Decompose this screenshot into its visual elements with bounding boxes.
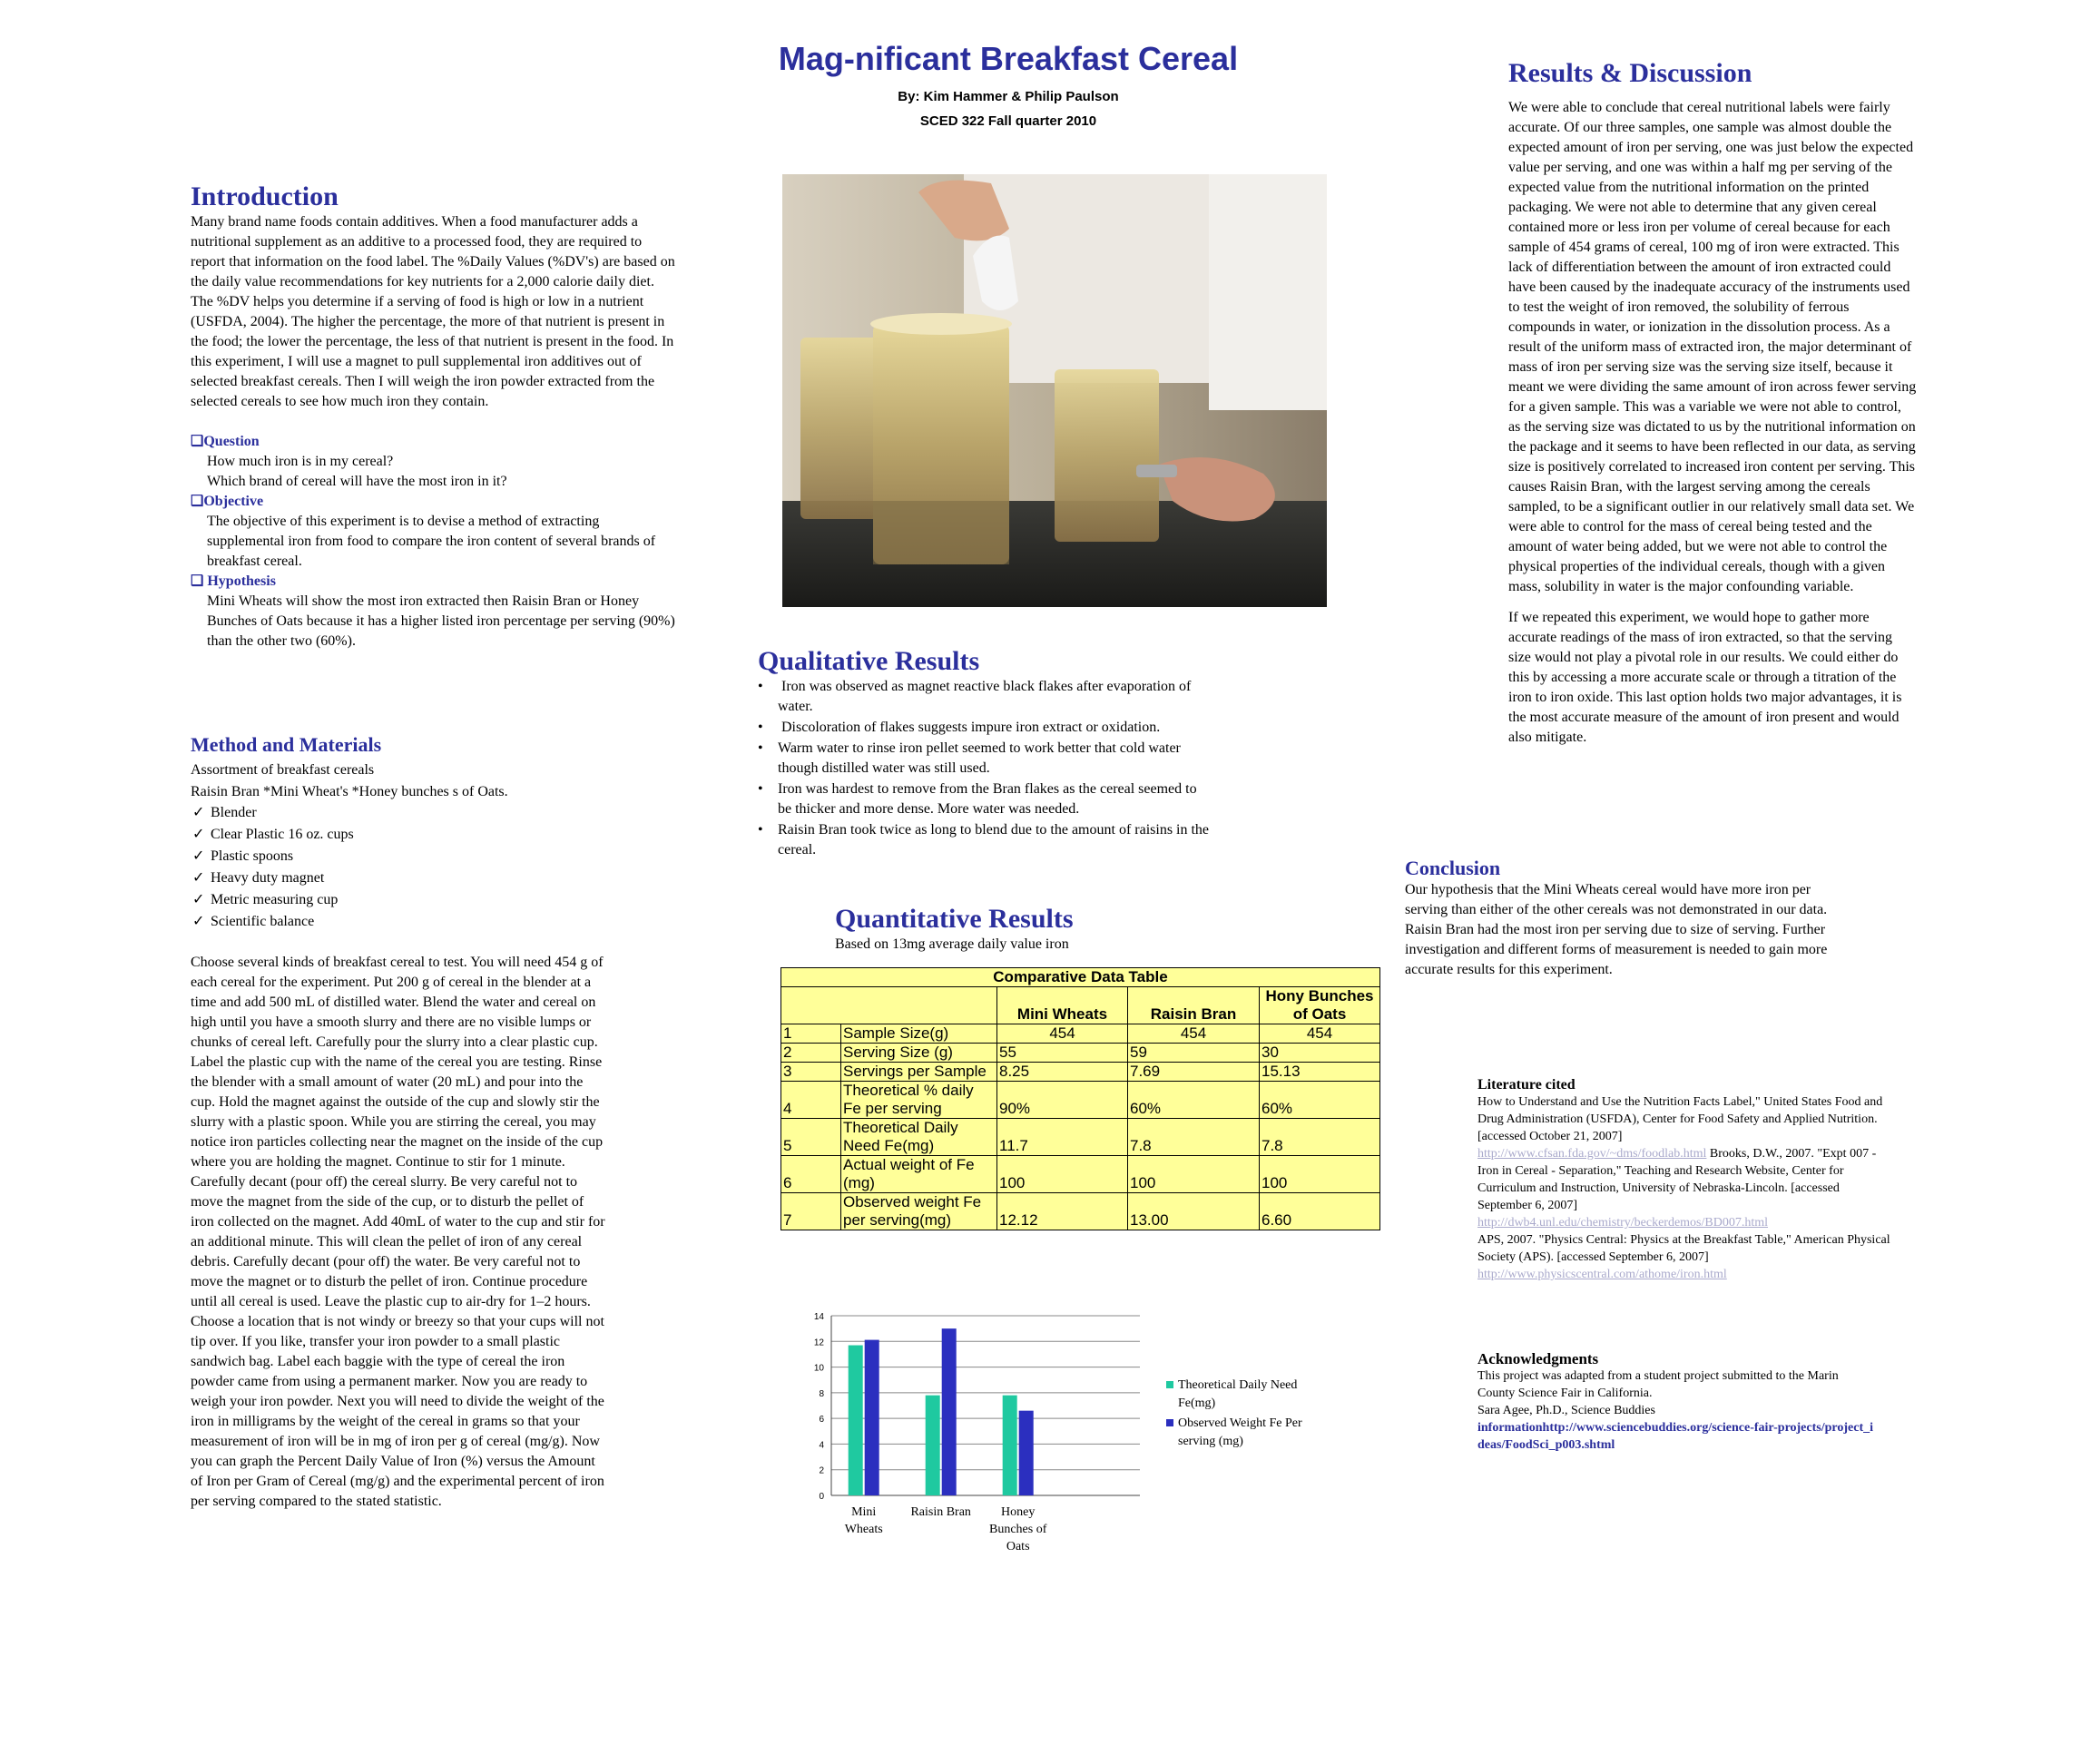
hypothesis-text: Mini Wheats will show the most iron extracted then Raisin Bran or Honey Bunches of Oats because it has a higher listed iron percentage per serving (90%) than the other two (60%). bbox=[207, 593, 675, 649]
table-cell: 59 bbox=[1128, 1044, 1260, 1063]
methods-heading: Method and Materials bbox=[191, 733, 382, 756]
bullet-icon: • bbox=[758, 740, 763, 756]
experiment-photo bbox=[782, 174, 1327, 607]
table-row-label: Observed weight Fe per serving(mg) bbox=[841, 1193, 997, 1230]
table-row-number: 3 bbox=[781, 1063, 841, 1082]
qualitative-section bbox=[758, 646, 1212, 861]
y-tick-label: 6 bbox=[819, 1415, 824, 1426]
table-row-number: 5 bbox=[781, 1119, 841, 1156]
table-cell: 100 bbox=[997, 1156, 1128, 1193]
qualitative-item: • Iron was hardest to remove from the Bran flakes as the cereal seemed to be thicker and more dense. More water was needed. bbox=[758, 781, 1197, 817]
conclusion-body: Our hypothesis that the Mini Wheats cereal would have more iron per serving than either of the other cereals was not demonstrated in our data. Raisin Bran had the most iron per serving due to size of serving. Further investigation and different forms of measurement is needed to gain more accurate results for this experiment. bbox=[1405, 882, 1828, 977]
legend-swatch bbox=[1166, 1381, 1173, 1388]
table-row-label: Actual weight of Fe (mg) bbox=[841, 1156, 997, 1193]
introduction-section bbox=[191, 181, 676, 652]
qualitative-item: • Warm water to rinse iron pellet seemed to work better that cold water though distilled water was still used. bbox=[758, 740, 1181, 776]
table-cell: 90% bbox=[997, 1082, 1128, 1119]
conclusion-section bbox=[1405, 857, 1831, 980]
y-tick-label: 14 bbox=[813, 1312, 824, 1322]
table-row bbox=[781, 1082, 1380, 1119]
table-header-empty bbox=[781, 987, 997, 1024]
x-category-label: Mini bbox=[851, 1505, 877, 1519]
table-row-number: 4 bbox=[781, 1082, 841, 1119]
bar-theoretical-0 bbox=[849, 1346, 863, 1495]
table-cell: 454 bbox=[1260, 1024, 1380, 1044]
table-row bbox=[781, 1024, 1380, 1044]
qualitative-item: • Iron was observed as magnet reactive black flakes after evaporation of water. bbox=[758, 679, 1192, 714]
table-row-label: Sample Size(g) bbox=[841, 1024, 997, 1044]
material-item: ✓ Heavy duty magnet bbox=[191, 867, 608, 889]
table-cell: 60% bbox=[1260, 1082, 1380, 1119]
checkmark-icon: ✓ bbox=[192, 805, 205, 820]
bar-observed-0 bbox=[865, 1340, 879, 1495]
table-cell: 100 bbox=[1128, 1156, 1260, 1193]
methods-line-1: Assortment of breakfast cereals bbox=[191, 762, 375, 778]
table-row-number: 1 bbox=[781, 1024, 841, 1044]
authors: By: Kim Hammer & Philip Paulson bbox=[898, 89, 1119, 104]
methods-section bbox=[191, 733, 608, 1512]
acknowledgments-section bbox=[1477, 1350, 1877, 1454]
table-cell: 7.8 bbox=[1260, 1119, 1380, 1156]
table-row-number: 2 bbox=[781, 1044, 841, 1063]
qualitative-item: • Discoloration of flakes suggests impure iron extract or oxidation. bbox=[758, 718, 1212, 738]
y-tick-label: 0 bbox=[819, 1492, 824, 1502]
methods-line-2: Raisin Bran *Mini Wheat's *Honey bunches s of Oats. bbox=[191, 784, 508, 799]
x-category-label: Honey bbox=[1001, 1505, 1036, 1519]
acknowledgments-heading: Acknowledgments bbox=[1477, 1350, 1599, 1367]
iron-bar-chart bbox=[799, 1298, 1343, 1552]
acknowledgments-line-2: Sara Agee, Ph.D., Science Buddies bbox=[1477, 1404, 1655, 1417]
photo-illustration bbox=[782, 174, 1327, 607]
checkmark-icon: ✓ bbox=[192, 827, 205, 842]
literature-link-3-wrap bbox=[1477, 1266, 1895, 1283]
materials-list bbox=[191, 802, 608, 933]
results-section bbox=[1508, 58, 1917, 748]
procedure-text: Choose several kinds of breakfast cereal to test. You will need 454 g of each cereal for the experiment. Put 200 g of cereal in the blender at a time and add 500 mL of distilled water. Blend the water and cereal on high until you have a smooth slurry and there are no visible lumps or chunks of cereal left. Carefully pour the slurry into a clear plastic cup. Label the plastic cup with the name of the cereal you are testing. Rinse the blender with a small amount of water (20 mL) and pour into the cup. Hold the magnet against the outside of the cup and slowly stir the slurry with a plastic spoon. While you are stirring the cereal, you may notice iron particles collecting near the magnet on the inside of the cup where you are holding the magnet. Continue to stir for 1 minute. Carefully decant (pour off) the cereal slurry. Be very careful not to move the magnet from the side of the cup, or to disturb the pellet of iron collected on the magnet. Add 40mL of water to the cup and stir for an additional minute. This will clean the pellet of iron of any cereal debris. Carefully decant (pour off) the water. Be very careful not to move the magnet or to disturb the pellet of iron. Continue procedure until all cereal is used. Leave the plastic cup to air-dry for 1–2 hours. Choose a location that is not windy or breezy so that your cups will not tip over. If you like, transfer your iron powder to a small plastic sandwich bag. Label each baggie with the type of cereal the iron powder came from using a permanent marker. Now you are ready to weigh your iron powder. Next you will need to divide the weight of the iron in milligrams by the weight of the cereal in grams so that your measurement of iron will be in mg of iron per g of cereal (mg/g). Now you can graph the Percent Daily Value of Iron (%) versus the Amount of Iron per Gram of Cereal (mg/g) and the experimental percent of iron per serving compared to the stated statistic. bbox=[191, 955, 605, 1509]
y-tick-label: 8 bbox=[819, 1388, 824, 1399]
data-table-wrapper bbox=[780, 967, 1380, 1230]
table-row bbox=[781, 1156, 1380, 1193]
literature-heading: Literature cited bbox=[1477, 1077, 1576, 1093]
objective-label: ❑Objective bbox=[191, 494, 264, 509]
table-cell: 13.00 bbox=[1128, 1193, 1260, 1230]
legend-label: Theoretical Daily Need bbox=[1178, 1378, 1298, 1392]
y-tick-label: 4 bbox=[819, 1440, 824, 1451]
literature-link-2[interactable]: http://dwb4.unl.edu/chemistry/beckerdemos/BD007.html bbox=[1477, 1216, 1769, 1230]
results-paragraph-2: If we repeated this experiment, we would hope to gather more accurate readings of the mass of iron extracted, so that the serving size would not play a pivotal role in our results. We could either do this by accessing a more accurate scale or through a titration of the iron to iron oxide. This last option holds two major advantages, it is the most accurate measure of the amount of iron present and would also mitigate. bbox=[1508, 610, 1902, 745]
conclusion-heading: Conclusion bbox=[1405, 857, 1501, 879]
results-paragraph-1: We were able to conclude that cereal nutritional labels were fairly accurate. Of our three samples, one sample was almost double the expected amount of iron per serving, one was just below the expected value per serving, and one was within a half mg per serving of the expected value from the nutritional information on the printed packaging. We were not able to determine that any given cereal contained more or less iron per volume of cereal because for each sample of 454 grams of cereal, 100 mg of iron were extracted. This lack of differentiation between the amount of iron extracted could have been caused by the inadequate accuracy of the instruments used to test the weight of iron removed, the solubility of ferrous compounds in water, or ionization in the dissolution process. As a result of the uniform mass of extracted iron, the major determinant of mass of iron per serving size was the serving size itself, because it meant we were dividing the same amount of iron across fewer serving for a given sample. This was a variable we were not able to control, as the serving size was dictated to us by the nutritional information on the package and it seems to have been reflected in our data, as serving size is positively correlated to increased iron content per serving. This causes Raisin Bran, with the largest serving among the cereals sampled, to be a significant outlier in our relatively small data set. We were able to control for the mass of cereal being tested and the amount of water being added, but we were not able to control the physical properties of the individual cereals, though with a given mass, solubility in water is the major confounding variable. bbox=[1508, 100, 1917, 594]
table-cell: 454 bbox=[997, 1024, 1128, 1044]
table-row-number: 6 bbox=[781, 1156, 841, 1193]
table-row-label: Servings per Sample bbox=[841, 1063, 997, 1082]
checkbox-icon: ❑ bbox=[191, 494, 204, 509]
quantitative-section bbox=[835, 904, 1198, 955]
literature-link-1[interactable]: http://www.cfsan.fda.gov/~dms/foodlab.html bbox=[1477, 1147, 1707, 1161]
legend-label: Fe(mg) bbox=[1178, 1396, 1216, 1410]
table-row bbox=[781, 1119, 1380, 1156]
literature-ref-1: How to Understand and Use the Nutrition Facts Label," United States Food and Drug Administration (USFDA), Center for Food Safety and Applied Nutrition. [accessed October 21, 2007] bbox=[1477, 1095, 1883, 1143]
checkmark-icon: ✓ bbox=[192, 870, 205, 886]
legend-label: Observed Weight Fe Per bbox=[1178, 1416, 1302, 1430]
table-cell: 60% bbox=[1128, 1082, 1260, 1119]
table-cell: 7.69 bbox=[1128, 1063, 1260, 1082]
checkmark-icon: ✓ bbox=[192, 892, 205, 907]
bullet-icon: • bbox=[758, 822, 763, 838]
table-cell: 8.25 bbox=[997, 1063, 1128, 1082]
table-row bbox=[781, 1044, 1380, 1063]
material-item: ✓ Scientific balance bbox=[191, 911, 608, 933]
table-cell: 11.7 bbox=[997, 1119, 1128, 1156]
literature-ref-3: APS, 2007. "Physics Central: Physics at the Breakfast Table," American Physical Society (APS). [accessed September 6, 2007] bbox=[1477, 1233, 1890, 1264]
objective-text: The objective of this experiment is to devise a method of extracting supplemental iron from food to compare the iron content of several brands of breakfast cereal. bbox=[207, 514, 656, 569]
table-row-label: Serving Size (g) bbox=[841, 1044, 997, 1063]
results-heading: Results & Discussion bbox=[1508, 58, 1752, 88]
material-item: ✓ Blender bbox=[191, 802, 608, 824]
bar-theoretical-1 bbox=[926, 1396, 940, 1495]
table-cell: 100 bbox=[1260, 1156, 1380, 1193]
table-row-number: 7 bbox=[781, 1193, 841, 1230]
qualitative-list bbox=[758, 677, 1212, 860]
checkbox-icon: ❑ bbox=[191, 434, 204, 449]
qualitative-heading: Qualitative Results bbox=[758, 646, 980, 676]
introduction-body: Many brand name foods contain additives. When a food manufacturer adds a nutritional supplement as an additive to a processed food, they are required to report that information on the food label. The %Daily Values (%DV's) are based on the daily value recommendations for key nutrients for a 2,000 calorie daily diet. The %DV helps you determine if a serving of food is high or low in a nutrient (USFDA, 2004). The higher the percentage, the more of that nutrient is present in the food; the lower the percentage, the less of that nutrient is present in the food. In this experiment, I will use a magnet to pull supplemental iron additives out of selected breakfast cereals. Then I will weigh the iron powder extracted from the selected cereals to see how much iron they contain. bbox=[191, 214, 675, 409]
material-item: ✓ Metric measuring cup bbox=[191, 889, 608, 911]
quantitative-subtitle: Based on 13mg average daily value iron bbox=[835, 936, 1069, 952]
literature-ref-2: http://www.cfsan.fda.gov/~dms/foodlab.html Brooks, D.W., 2007. "Expt 007 - Iron in Cereal - Separation," Teaching and Research Website, Center for Curriculum and Instruction, University of Nebraska-Lincoln. [accessed September 6, 2007] bbox=[1477, 1147, 1877, 1212]
course-info: SCED 322 Fall quarter 2010 bbox=[919, 113, 1097, 129]
table-row-label: Theoretical % daily Fe per serving bbox=[841, 1082, 997, 1119]
table-cell: 12.12 bbox=[997, 1193, 1128, 1230]
material-item: ✓ Clear Plastic 16 oz. cups bbox=[191, 824, 608, 846]
question-label: ❑Question bbox=[191, 434, 260, 449]
bullet-icon: • bbox=[758, 720, 763, 735]
legend-label: serving (mg) bbox=[1178, 1435, 1243, 1448]
acknowledgments-link[interactable]: informationhttp://www.sciencebuddies.org/science-fair-projects/project_ideas/FoodSci_p003.shtml bbox=[1477, 1421, 1874, 1452]
bar-theoretical-2 bbox=[1003, 1396, 1017, 1495]
table-row-label: Theoretical Daily Need Fe(mg) bbox=[841, 1119, 997, 1156]
checkmark-icon: ✓ bbox=[192, 848, 205, 864]
literature-link-2-wrap bbox=[1477, 1214, 1895, 1231]
table-cell: 55 bbox=[997, 1044, 1128, 1063]
table-cell: 15.13 bbox=[1260, 1063, 1380, 1082]
chart-svg bbox=[799, 1298, 1343, 1552]
material-item: ✓ Plastic spoons bbox=[191, 846, 608, 867]
question-2: Which brand of cereal will have the most iron in it? bbox=[207, 474, 507, 489]
table-cell: 7.8 bbox=[1128, 1119, 1260, 1156]
x-category-label: Wheats bbox=[844, 1523, 883, 1536]
table-row bbox=[781, 1063, 1380, 1082]
table-row bbox=[781, 1193, 1380, 1230]
y-tick-label: 2 bbox=[819, 1465, 824, 1476]
table-title-row bbox=[781, 968, 1380, 987]
poster-title: Mag-nificant Breakfast Cereal bbox=[778, 40, 1239, 77]
x-category-label: Bunches of bbox=[989, 1523, 1047, 1536]
checkbox-icon: ❑ bbox=[191, 573, 204, 589]
table-title: Comparative Data Table bbox=[781, 968, 1380, 987]
y-tick-label: 12 bbox=[813, 1338, 824, 1348]
quantitative-heading: Quantitative Results bbox=[835, 904, 1074, 934]
legend-swatch bbox=[1166, 1419, 1173, 1426]
y-tick-label: 10 bbox=[813, 1363, 824, 1374]
checkmark-icon: ✓ bbox=[192, 914, 205, 929]
question-1: How much iron is in my cereal? bbox=[207, 454, 394, 469]
introduction-heading: Introduction bbox=[191, 181, 339, 211]
bullet-icon: • bbox=[758, 679, 763, 694]
table-header-row bbox=[781, 987, 1380, 1024]
table-cell: 30 bbox=[1260, 1044, 1380, 1063]
x-category-label: Oats bbox=[1006, 1540, 1030, 1552]
hypothesis-label: ❑ Hypothesis bbox=[191, 573, 276, 589]
acknowledgments-line-1: This project was adapted from a student project submitted to the Marin County Science Fair in California. bbox=[1477, 1369, 1839, 1400]
literature-section bbox=[1477, 1076, 1895, 1283]
table-cell: 454 bbox=[1128, 1024, 1260, 1044]
table-column-header: Hony Bunches of Oats bbox=[1260, 987, 1380, 1024]
bar-observed-1 bbox=[942, 1328, 957, 1495]
bar-observed-2 bbox=[1019, 1411, 1034, 1495]
bullet-icon: • bbox=[758, 781, 763, 797]
comparative-data-table bbox=[780, 967, 1380, 1230]
table-column-header: Mini Wheats bbox=[997, 987, 1128, 1024]
qualitative-item: • Raisin Bran took twice as long to blend due to the amount of raisins in the cereal. bbox=[758, 822, 1210, 858]
literature-link-3[interactable]: http://www.physicscentral.com/athome/iron.html bbox=[1477, 1268, 1727, 1281]
x-category-label: Raisin Bran bbox=[910, 1505, 971, 1519]
table-column-header: Raisin Bran bbox=[1128, 987, 1260, 1024]
table-cell: 6.60 bbox=[1260, 1193, 1380, 1230]
